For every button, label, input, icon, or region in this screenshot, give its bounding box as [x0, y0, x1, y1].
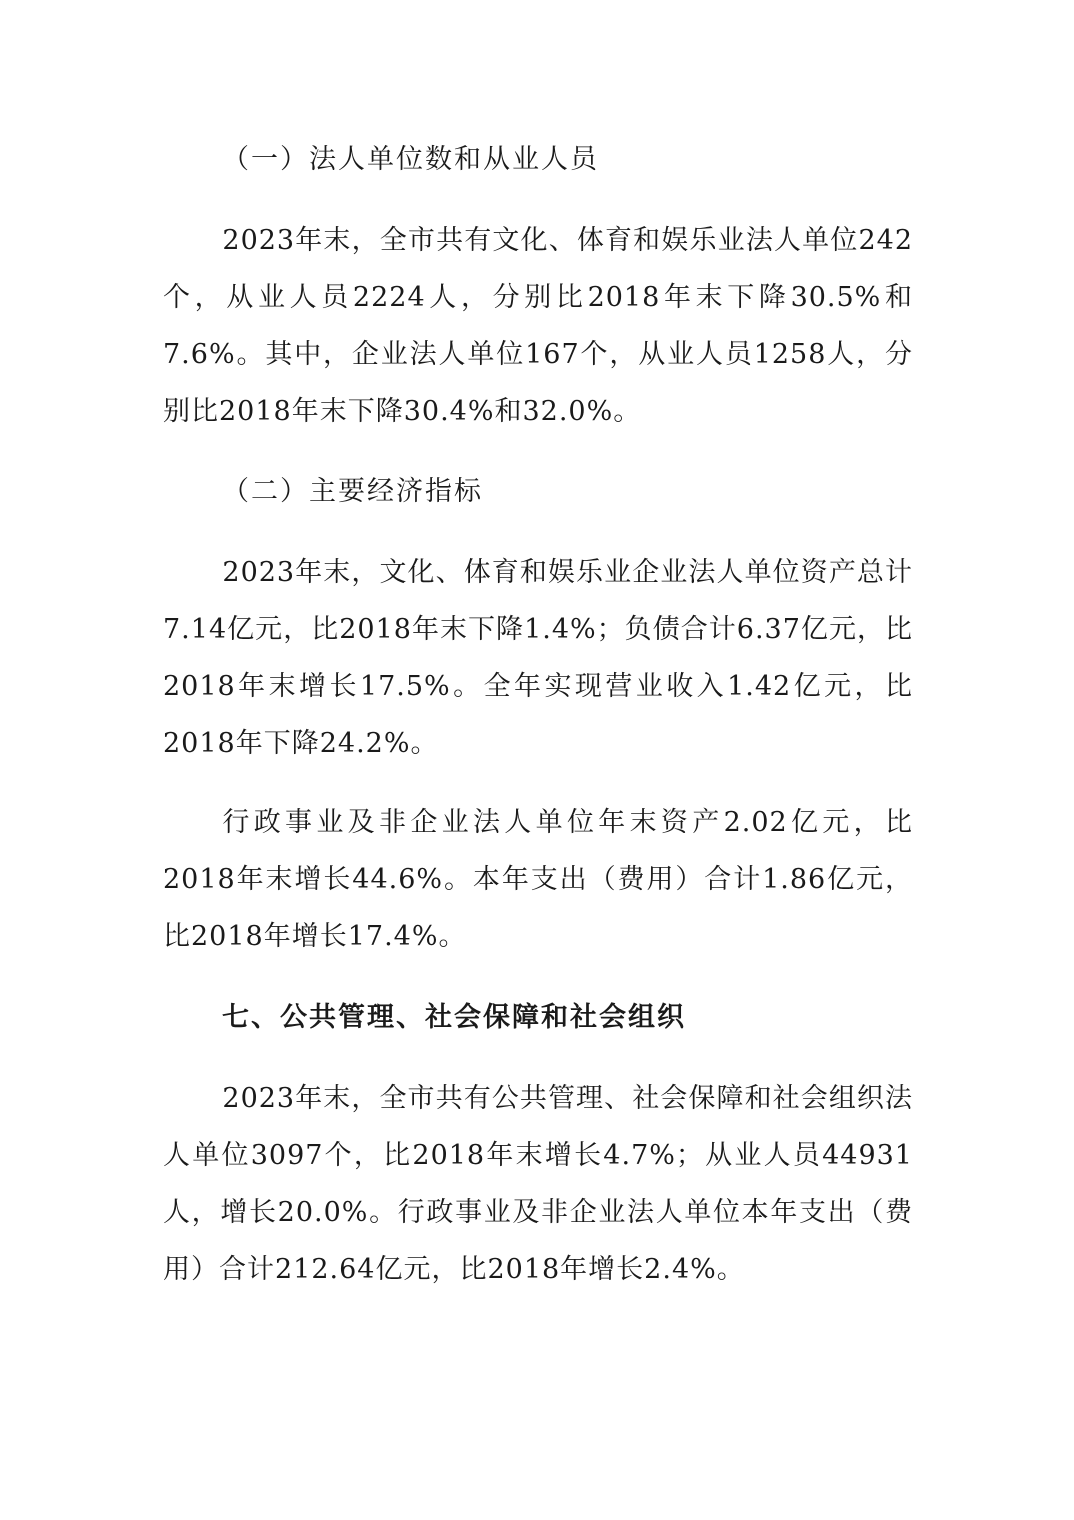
paragraph-non-enterprise-assets — [163, 794, 913, 965]
subsection-heading-legal-units: （一）法人单位数和从业人员 — [222, 144, 599, 175]
section-heading-public-management: 七、公共管理、社会保障和社会组织 — [222, 1002, 686, 1033]
paragraph-legal-units — [163, 212, 913, 440]
paragraph-enterprise-assets — [163, 544, 913, 772]
paragraph-public-management — [163, 1070, 913, 1298]
paragraph-enterprise-assets-text: 2023年末，文化、体育和娱乐业企业法人单位资产总计7.14亿元，比2018年末下降1.4%；负债合计6.37亿元，比2018年末增长17.5%。全年实现营业收入1.42亿元，比2018年下降24.2%。 — [163, 557, 913, 759]
subsection-heading-economic-indicators: （二）主要经济指标 — [222, 476, 483, 507]
paragraph-public-management-text: 2023年末，全市共有公共管理、社会保障和社会组织法人单位3097个，比2018年末增长4.7%；从业人员44931人，增长20.0%。行政事业及非企业法人单位本年支出（费用）合计212.64亿元，比2018年增长2.4%。 — [163, 1083, 913, 1285]
paragraph-non-enterprise-assets-text: 行政事业及非企业法人单位年末资产2.02亿元，比2018年末增长44.6%。本年支出（费用）合计1.86亿元，比2018年增长17.4%。 — [163, 807, 913, 952]
paragraph-legal-units-text: 2023年末，全市共有文化、体育和娱乐业法人单位242个，从业人员2224人，分别比2018年末下降30.5%和7.6%。其中，企业法人单位167个，从业人员1258人，分别比2018年末下降30.4%和32.0%。 — [163, 225, 913, 427]
